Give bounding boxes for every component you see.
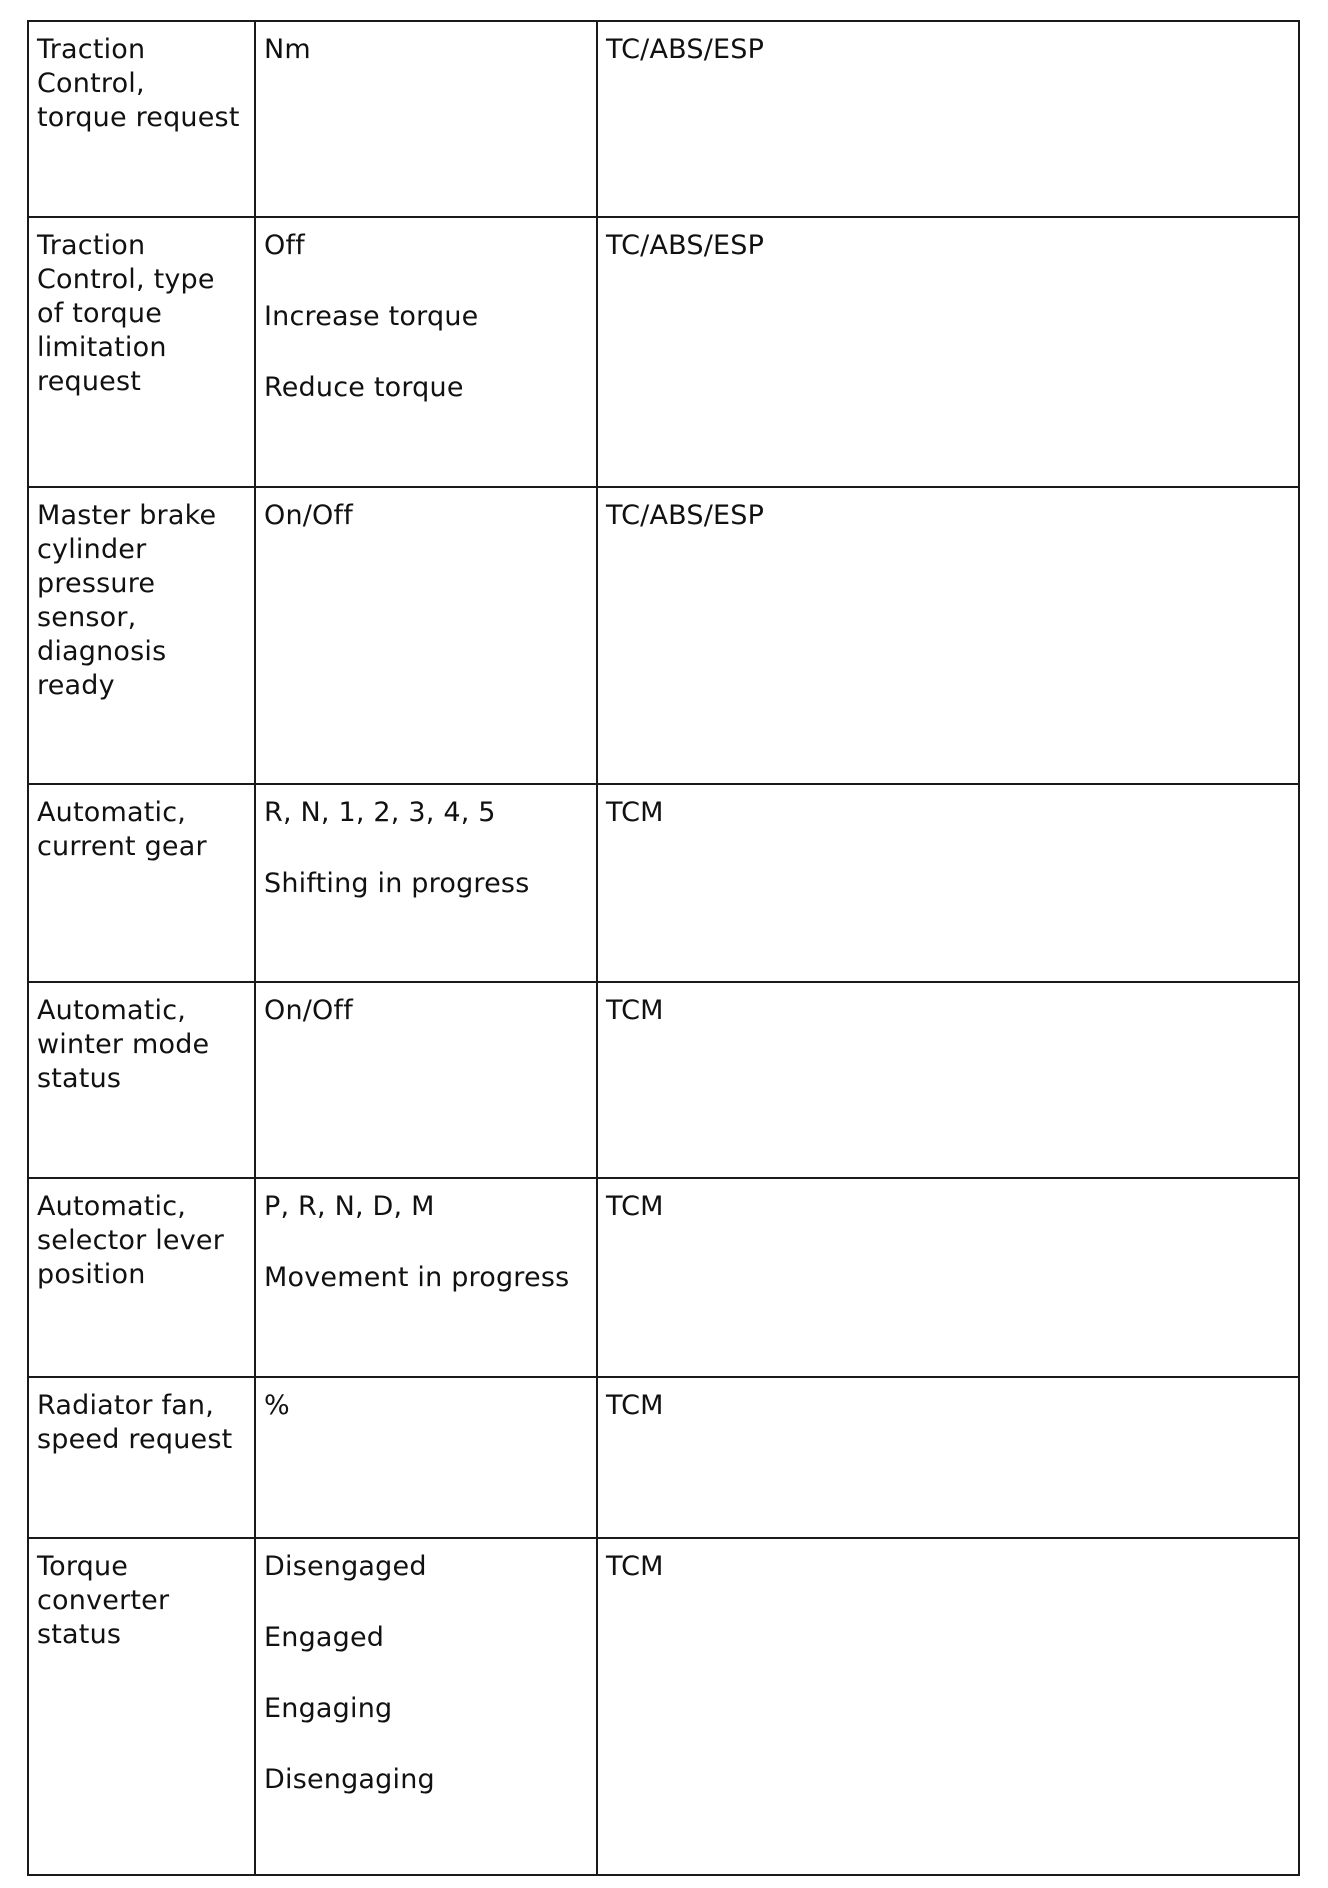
- signal-source-cell: [597, 784, 1299, 982]
- signal-source-cell: [597, 1538, 1299, 1875]
- signal-name-cell: [28, 982, 255, 1178]
- table-row: [28, 217, 1299, 487]
- signal-values-cell: [255, 1377, 597, 1538]
- table-row: [28, 1178, 1299, 1377]
- signal-value: %: [264, 1390, 290, 1421]
- signal-source: TCM: [606, 1390, 664, 1421]
- signal-value: Engaging: [264, 1693, 393, 1724]
- signal-value: On/Off: [264, 500, 353, 531]
- signal-values-cell: [255, 487, 597, 784]
- signal-name-cell: [28, 21, 255, 217]
- signal-name: Traction Control, type of torque limitation request: [37, 230, 215, 397]
- signal-value: Engaged: [264, 1622, 385, 1653]
- signal-name-cell: [28, 1178, 255, 1377]
- signal-values-cell: [255, 1538, 597, 1875]
- signal-source-cell: [597, 982, 1299, 1178]
- signal-value: Off: [264, 230, 305, 261]
- signal-source: TCM: [606, 797, 664, 828]
- table-row: [28, 487, 1299, 784]
- signal-name-cell: [28, 487, 255, 784]
- signal-name-cell: [28, 217, 255, 487]
- signal-value: Disengaged: [264, 1551, 427, 1582]
- signal-values-cell: [255, 982, 597, 1178]
- signal-source-cell: [597, 1178, 1299, 1377]
- signal-source-cell: [597, 487, 1299, 784]
- signal-values-cell: [255, 217, 597, 487]
- table-row: [28, 1538, 1299, 1875]
- table-row: [28, 982, 1299, 1178]
- signal-name-cell: [28, 784, 255, 982]
- signal-name: Torque converter status: [37, 1551, 170, 1650]
- signal-name: Automatic, winter mode status: [37, 995, 210, 1094]
- signal-value: P, R, N, D, M: [264, 1191, 435, 1222]
- signal-source: TC/ABS/ESP: [606, 230, 765, 261]
- signal-table: [27, 20, 1300, 1876]
- signal-name: Traction Control, torque request: [37, 34, 240, 133]
- signal-source-cell: [597, 217, 1299, 487]
- signal-values-cell: [255, 21, 597, 217]
- signal-source-cell: [597, 21, 1299, 217]
- signal-name: Master brake cylinder pressure sensor, diagnosis ready: [37, 500, 217, 701]
- signal-name: Radiator fan, speed request: [37, 1390, 233, 1455]
- signal-source: TCM: [606, 1551, 664, 1582]
- signal-name: Automatic, selector lever position: [37, 1191, 225, 1290]
- signal-value: Disengaging: [264, 1764, 435, 1795]
- signal-source: TC/ABS/ESP: [606, 34, 765, 65]
- signal-value: Shifting in progress: [264, 868, 530, 899]
- signal-source: TCM: [606, 995, 664, 1026]
- signal-source-cell: [597, 1377, 1299, 1538]
- signal-value: Increase torque: [264, 301, 479, 332]
- table-row: [28, 784, 1299, 982]
- signal-value: R, N, 1, 2, 3, 4, 5: [264, 797, 496, 828]
- signal-name-cell: [28, 1538, 255, 1875]
- signal-table-body: [28, 21, 1299, 1875]
- table-row: [28, 21, 1299, 217]
- signal-value: Nm: [264, 34, 311, 65]
- signal-value: Reduce torque: [264, 372, 464, 403]
- signal-source: TCM: [606, 1191, 664, 1222]
- signal-name: Automatic, current gear: [37, 797, 207, 862]
- signal-value: Movement in progress: [264, 1262, 570, 1293]
- signal-values-cell: [255, 1178, 597, 1377]
- signal-value: On/Off: [264, 995, 353, 1026]
- signal-source: TC/ABS/ESP: [606, 500, 765, 531]
- table-row: [28, 1377, 1299, 1538]
- signal-name-cell: [28, 1377, 255, 1538]
- signal-values-cell: [255, 784, 597, 982]
